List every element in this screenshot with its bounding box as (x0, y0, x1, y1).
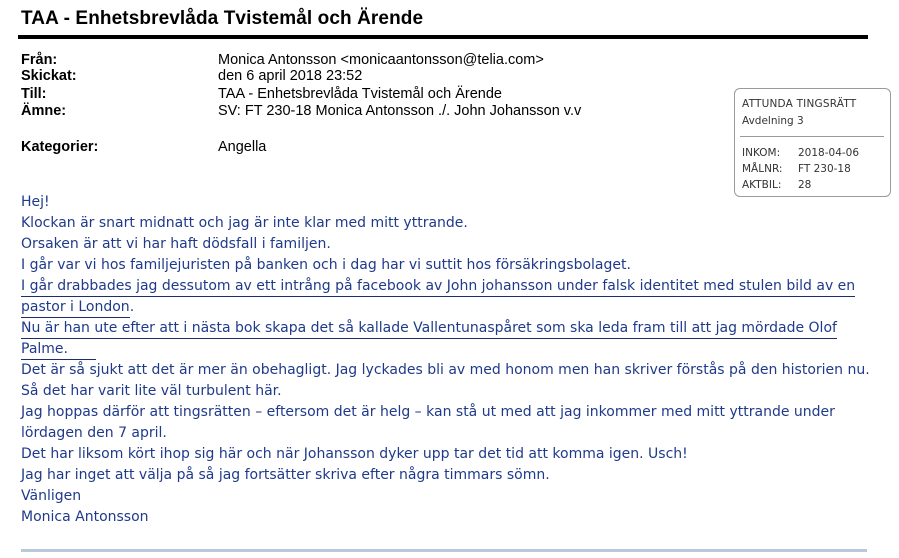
body-line-underlined (21, 339, 881, 360)
body-line: Orsaken är att vi har haft dödsfall i familjen. (21, 236, 331, 252)
underlined-text: pastor i London (21, 298, 130, 318)
underlined-text: Nu är han ute efter att i nästa bok skapa det så kallade Vallentunaspåret som ska leda fram till att jag mördade Olof (21, 319, 837, 339)
stamp-row-case-number (742, 163, 851, 175)
title-divider (18, 35, 868, 39)
sent-value: den 6 april 2018 23:52 (218, 68, 363, 84)
body-line: I går var vi hos familjejuristen på banken och i dag har vi suttit hos försäkringsbolaget. (21, 257, 631, 273)
body-line: Det har liksom kört ihop sig här och när Johansson dyker upp tar det tid att komma igen. Usch! (21, 446, 688, 462)
period: . (129, 299, 135, 315)
underlined-text: I går drabbades jag dessutom av ett intrång på facebook av John johansson under falsk identitet med stulen bild av en (21, 277, 855, 297)
message-body (21, 192, 881, 528)
subject-value: SV: FT 230-18 Monica Antonsson ./. John Johansson v.v (218, 103, 582, 119)
subject-label: Ämne: (21, 103, 67, 119)
stamp-key: AKTBIL: (742, 179, 782, 191)
body-line: Jag har inget att välja på så jag fortsätter skriva efter några timmars sömn. (21, 467, 550, 483)
stamp-key: INKOM: (742, 147, 781, 159)
body-line-underlined (21, 276, 881, 297)
body-line: Monica Antonsson (21, 509, 149, 525)
to-label: Till: (21, 86, 47, 102)
court-receipt-stamp (734, 88, 891, 197)
body-line: Hej! (21, 194, 50, 210)
stamp-court: ATTUNDA TINGSRÄTT (742, 98, 857, 110)
underlined-text: Palme. (21, 340, 96, 360)
stamp-value: 2018-04-06 (798, 147, 860, 159)
stamp-department: Avdelning 3 (742, 115, 804, 127)
stamp-key: MÅLNR: (742, 163, 783, 175)
document-title: TAA - Enhetsbrevlåda Tvistemål och Ärende (21, 8, 424, 29)
body-line-underlined (21, 318, 881, 339)
categories-label: Kategorier: (21, 139, 99, 155)
sent-label: Skickat: (21, 68, 77, 84)
body-line-underlined (21, 297, 881, 318)
to-value: TAA - Enhetsbrevlåda Tvistemål och Ärende (218, 86, 502, 102)
stamp-row-file-annex (742, 179, 811, 191)
from-label: Från: (21, 52, 58, 68)
stamp-divider (740, 136, 884, 137)
stamp-value: FT 230-18 (798, 163, 851, 175)
categories-value: Angella (218, 139, 267, 155)
body-line: Jag hoppas därför att tingsrätten – eftersom det är helg – kan stå ut med att jag inkommer med mitt yttrande under (21, 404, 835, 420)
bottom-divider (21, 549, 867, 552)
body-line: lördagen den 7 april. (21, 425, 167, 441)
body-line: Vänligen (21, 488, 82, 504)
body-line: Det är så sjukt att det är mer än obehagligt. Jag lyckades bli av med honom men han skriver förstås på den historien nu. (21, 362, 870, 378)
body-line: Klockan är snart midnatt och jag är inte klar med mitt yttrande. (21, 215, 468, 231)
body-line: Så det har varit lite väl turbulent här. (21, 383, 282, 399)
stamp-row-received (742, 147, 859, 159)
stamp-value: 28 (798, 179, 812, 191)
from-value: Monica Antonsson <monicaantonsson@telia.com> (218, 52, 544, 68)
